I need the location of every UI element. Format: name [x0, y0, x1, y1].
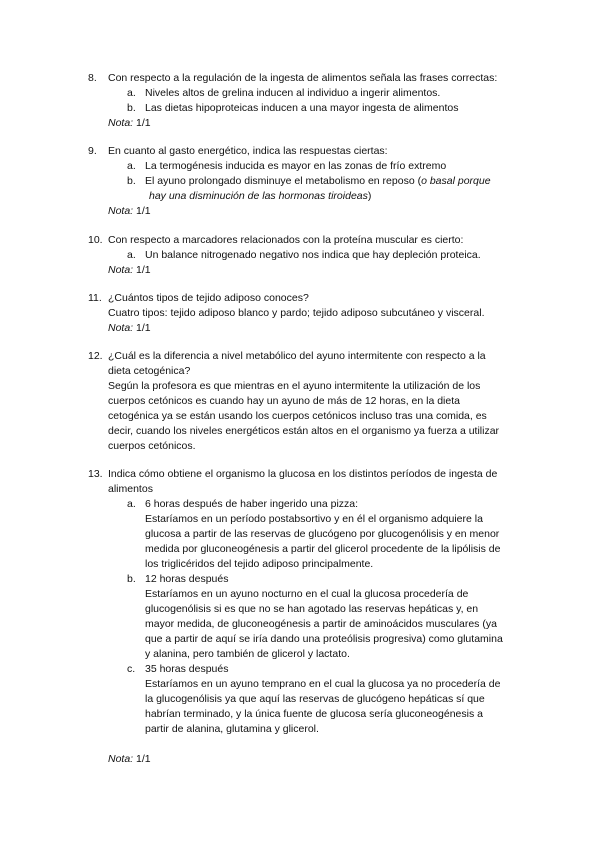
question-text-line: dieta cetogénica? [108, 365, 191, 377]
option-line: glucosa a partir de las reservas de glucógeno por glucogenólisis y en menor [145, 528, 500, 540]
answer-line: cuerpos cetónicos. [108, 440, 196, 452]
option-a [108, 248, 528, 263]
grade-value: 1/1 [136, 117, 151, 129]
grade-value: 1/1 [136, 322, 151, 334]
grade-note [108, 263, 528, 278]
option-close: ) [367, 190, 372, 202]
option-letter: b. [127, 175, 136, 187]
question-9 [88, 144, 528, 219]
question-text: Con respecto a la regulación de la ingesta de alimentos señala las frases correctas: [108, 72, 498, 84]
option-line: Estaríamos en un ayuno nocturno en el cual la glucosa procedería de [145, 588, 469, 600]
question-number: 13. [88, 468, 103, 480]
option-line: y alanina, pero también de glicerol y lactato. [145, 648, 350, 660]
question-13 [88, 467, 528, 767]
grade-value: 1/1 [136, 753, 151, 765]
option-letter: a. [127, 87, 136, 99]
option-b [108, 572, 528, 662]
option-letter: a. [127, 249, 136, 261]
question-8 [88, 71, 528, 131]
grade-label: Nota: [108, 753, 134, 765]
question-text: En cuanto al gasto energético, indica las respuestas ciertas: [108, 145, 388, 157]
option-letter: b. [127, 102, 136, 114]
option-line: Estaríamos en un ayuno temprano en el cual la glucosa ya no procedería de [145, 678, 501, 690]
answer-text: Cuatro tipos: tejido adiposo blanco y pardo; tejido adiposo subcutáneo y visceral. [108, 307, 485, 319]
option-line: Estaríamos en un período postabsortivo y en él el organismo adquiere la [145, 513, 483, 525]
option-a [108, 497, 528, 572]
grade-value: 1/1 [136, 264, 151, 276]
answer-line: Según la profesora es que mientras en el ayuno intermitente la utilización de los [108, 380, 481, 392]
grade-value: 1/1 [136, 205, 151, 217]
question-10 [88, 233, 528, 278]
option-text: Un balance nitrogenado negativo nos indica que hay depleción proteica. [145, 249, 481, 261]
option-line: partir de alanina, glutamina y glicerol. [145, 723, 319, 735]
option-text: Niveles altos de grelina inducen al individuo a ingerir alimentos. [145, 87, 441, 99]
question-number: 11. [88, 292, 102, 304]
option-a [108, 86, 528, 101]
option-text: La termogénesis inducida es mayor en las zonas de frío extremo [145, 160, 447, 172]
answer-line: cuerpos cetónicos es cuando hay un ayuno de más de 12 horas, en la dieta [108, 395, 460, 407]
grade-label: Nota: [108, 264, 134, 276]
question-number: 10. [88, 234, 103, 246]
grade-note [108, 204, 528, 219]
option-b [108, 101, 528, 116]
option-letter: a. [127, 160, 136, 172]
option-letter: a. [127, 498, 136, 510]
option-line: habrían terminado, y la única fuente de glucosa sería gluconeogénesis a [145, 708, 483, 720]
grade-label: Nota: [108, 117, 134, 129]
question-text-line: ¿Cuál es la diferencia a nivel metabólico del ayuno intermitente con respecto a la [108, 350, 486, 362]
option-line: que a partir de aquí se iría dando una proteólisis progresiva) como glutamina [145, 633, 503, 645]
option-italic-2: hay una disminución de las hormonas tiroideas [149, 190, 368, 202]
option-b [108, 174, 528, 204]
option-line: la glucogenólisis ya que aquí las reservas de glucógeno hepáticas sí que [145, 693, 485, 705]
question-number: 9. [88, 145, 97, 157]
option-italic-1: o basal porque [421, 175, 491, 187]
answer-line: cetogénica ya se están usando los cuerpos cetónicos incluso tras una comida, es [108, 410, 487, 422]
option-line: mayor medida, de gluconeogénesis a partir de aminoácidos musculares (ya [145, 618, 497, 630]
grade-note [108, 116, 528, 131]
question-11 [88, 291, 528, 336]
grade-label: Nota: [108, 205, 134, 217]
option-text: El ayuno prolongado disminuye el metabolismo en reposo ( [145, 175, 422, 187]
option-title: 6 horas después de haber ingerido una pizza: [145, 498, 359, 510]
question-text-line: Indica cómo obtiene el organismo la glucosa en los distintos períodos de ingesta de [108, 468, 498, 480]
option-line: glucogenólisis si es que no se han agotado las reservas hepáticas y, en [145, 603, 479, 615]
answer-line: decir, cuando los niveles energéticos están altos en el organismo ya fuerza a utilizar [108, 425, 500, 437]
option-title: 12 horas después [145, 573, 229, 585]
question-text: ¿Cuántos tipos de tejido adiposo conoces? [108, 292, 309, 304]
option-line: los triglicéridos del tejido adiposo principalmente. [145, 558, 374, 570]
grade-note [108, 321, 528, 336]
option-text: Las dietas hipoproteicas inducen a una mayor ingesta de alimentos [145, 102, 459, 114]
grade-label: Nota: [108, 322, 134, 334]
option-line: medida por gluconeogénesis a partir del glicerol procedente de la lipólisis de [145, 543, 501, 555]
option-a [108, 159, 528, 174]
option-title: 35 horas después [145, 663, 229, 675]
grade-note [108, 752, 528, 767]
option-letter: b. [127, 573, 136, 585]
question-number: 12. [88, 350, 103, 362]
question-number: 8. [88, 72, 97, 84]
option-c [108, 662, 528, 737]
question-12 [88, 349, 528, 454]
option-letter: c. [127, 663, 136, 675]
question-text: Con respecto a marcadores relacionados con la proteína muscular es cierto: [108, 234, 464, 246]
question-text-line: alimentos [108, 483, 153, 495]
